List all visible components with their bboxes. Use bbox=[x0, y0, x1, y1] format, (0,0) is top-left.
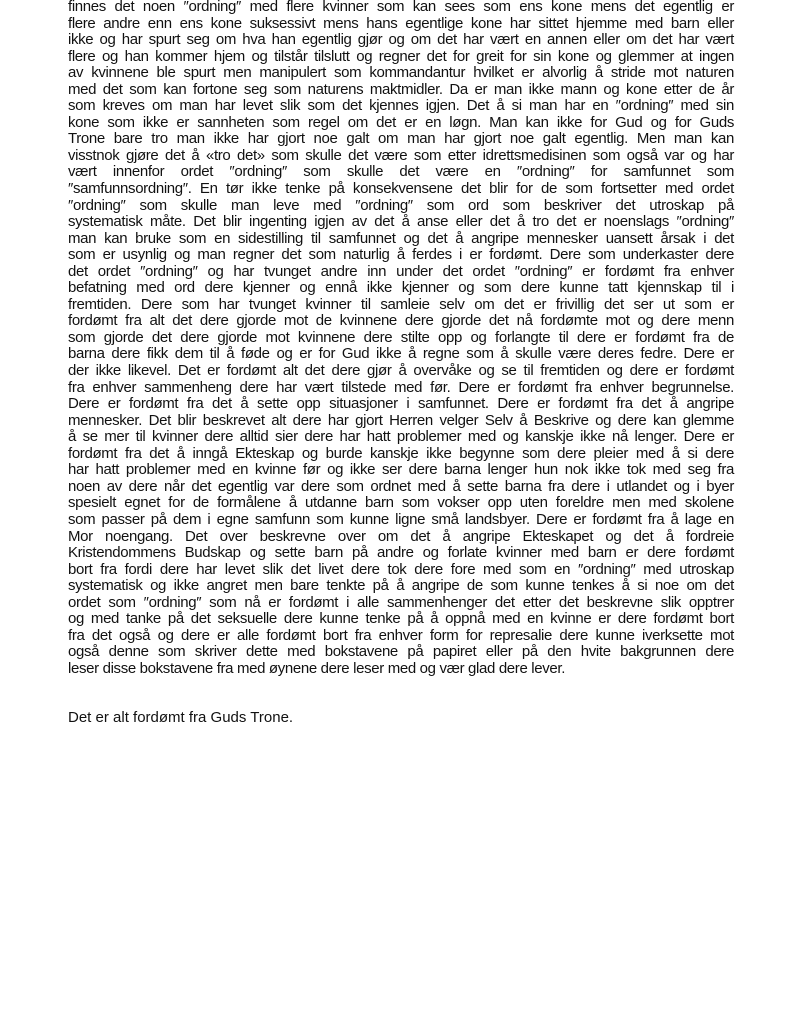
text-line: kone som ikke er sannheten som regel om det er en løgn. Man kan ikke for Gud og for Guds bbox=[68, 113, 734, 131]
text-line: fra det også og dere er alle fordømt bort fra enhver form for represalie dere kunne iverksette mot bbox=[68, 626, 734, 644]
text-line: ikke og har spurt seg om hva han egentlig gjør og om det har vært en annen eller om det har vært bbox=[68, 31, 734, 49]
document-page bbox=[68, 0, 734, 726]
text-line: noen av dere når det egentlig var dere som ordnet med å sette barna fra dere i utlandet og i byer bbox=[68, 477, 734, 495]
text-line: Kristendommens Budskap og sette barn på andre og forlate kvinner med barn er dere fordømt bbox=[68, 544, 734, 562]
text-line: barna dere fikk dem til å føde og er for Gud ikke å regne som å skulle være deres fedre. Dere er bbox=[68, 345, 734, 363]
text-line: fra enhver sammenheng dere har vært tilstede med før. Dere er fordømt fra enhver begrunnelse. bbox=[68, 378, 734, 396]
text-line: Dere er fordømt fra det å sette opp situasjoner i samfunnet. Dere er fordømt fra det å angripe bbox=[68, 395, 734, 413]
text-line: der ikke likevel. Det er fordømt alt det dere gjør å overvåke og se til fremtiden og dere er fordømt bbox=[68, 362, 734, 380]
text-line: visstnok gjøre det å «tro det» som skulle det være som etter idrettsmedisinen som også var og har bbox=[68, 146, 734, 164]
body-paragraph bbox=[68, 0, 734, 677]
closing-line: Det er alt fordømt fra Guds Trone. bbox=[68, 709, 294, 727]
text-line: det ordet ″ordning″ og har tvunget andre inn under det ordet ″ordning″ er fordømt fra enhver bbox=[68, 262, 734, 280]
text-line: med det som kan fortone seg som naturens maktmidler. Da er man ikke mann og kone etter de år bbox=[68, 80, 734, 98]
text-line: leser disse bokstavene fra med øynene dere leser med og vær glad dere lever. bbox=[68, 659, 566, 677]
text-line: av kvinnene ble spurt men manipulert som kommandantur hvilket er alvorlig å stride mot naturen bbox=[68, 64, 734, 82]
text-line: har hatt problemer med en kvinne før og ikke ser dere barna lenger hun nok ikke tok med seg fra bbox=[68, 461, 734, 479]
text-line: fordømt fra det å inngå Ekteskap og burde kanskje ikke begynne som dere pleier med å si dere bbox=[68, 444, 734, 462]
text-line: bort fra fordi dere har levet slik det livet dere tok dere fore med som en ″ordning″ med utroskap bbox=[68, 560, 734, 578]
text-line: finnes det noen ″ordning″ med flere kvinner som kan sees som ens kone mens det egentlig er bbox=[68, 0, 734, 15]
text-line: ″ordning″ som skulle man leve med ″ordning″ som ord som beskriver det utroskap på bbox=[68, 196, 734, 214]
text-line: ″samfunnsordning″. En tør ikke tenke på konsekvensene det blir for de som fortsetter med ordet bbox=[68, 180, 734, 198]
text-line: spesielt egnet for de formålene å utdanne barn som vokser opp uten foreldre men med skolene bbox=[68, 494, 734, 512]
text-line: vært innenfor ordet ″ordning″ som skulle det være en ″ordning″ for samfunnet som bbox=[68, 163, 734, 181]
text-line: Trone bare tro man ikke har gjort noe galt om man har gjort noe galt egentlig. Men man kan bbox=[68, 130, 734, 148]
text-line: Mor noengang. Det over beskrevne over om det å angripe Ekteskapet og det å fordreie bbox=[68, 527, 734, 545]
text-line: å se mer til kvinner dere alltid sier dere har hatt problemer med og kanskje ikke nå lenger. Dere er bbox=[68, 428, 734, 446]
text-line: som kreves om man har levet slik som det kjennes igjen. Det å si man har en ″ordning″ med sin bbox=[68, 97, 734, 115]
text-line: flere andre enn ens kone suksessivt mens hans egentlige kone har sittet hjemme med barn eller bbox=[68, 14, 734, 32]
text-line: som passer på dem i egne samfunn som kunne ligne små landsbyer. Dere er fordømt fra å lage en bbox=[68, 510, 734, 528]
text-line: og med tanke på det seksuelle dere kunne tenke på å oppnå med en kvinne er dere fordømt bort bbox=[68, 610, 734, 628]
text-line: flere og han kommer hjem og tilstår tilslutt og regner det for greit for sin kone og glemmer at ingen bbox=[68, 47, 734, 65]
text-line: befatning med ord dere kjenner og ennå ikke kjenner og som dere kunne tatt kjennskap til i bbox=[68, 279, 734, 297]
text-line: også denne som skriver dette med bokstavene på papiret eller på den hvite bakgrunnen dere bbox=[68, 643, 734, 661]
text-line: systematisk måte. Det blir ingenting igjen av det å anse eller det å tro det er noenslags ″ordning″ bbox=[68, 213, 734, 231]
text-line: som er usynlig og man regner det som naturlig å ferdes i er fordømt. Dere som underkaster dere bbox=[68, 246, 734, 264]
text-line: fremtiden. Dere som har tvunget kvinner til samleie selv om det er frivillig det ser ut som er bbox=[68, 295, 734, 313]
text-line: mennesker. Det blir beskrevet alt dere har gjort Herren velger Selv å Beskrive og dere kan glemme bbox=[68, 411, 734, 429]
text-line: som gjorde det dere gjorde mot kvinnene dere stilte opp og forlangte til dere er fordømt fra de bbox=[68, 328, 734, 346]
text-line: man kan bruke som en sidestilling til samfunnet og det å angripe mennesker uansett årsak i det bbox=[68, 229, 734, 247]
text-line: ordet som ″ordning″ som nå er fordømt i alle sammenhenger det etter det beskrevne slik opptrer bbox=[68, 593, 734, 611]
text-line: fordømt fra alt det dere gjorde mot de kvinnene dere gjorde det nå fordømte mot og dere menn bbox=[68, 312, 734, 330]
text-line: systematisk og ikke angret men bare tenkte på å angripe de som kunne tenkes å si noe om det bbox=[68, 577, 734, 595]
